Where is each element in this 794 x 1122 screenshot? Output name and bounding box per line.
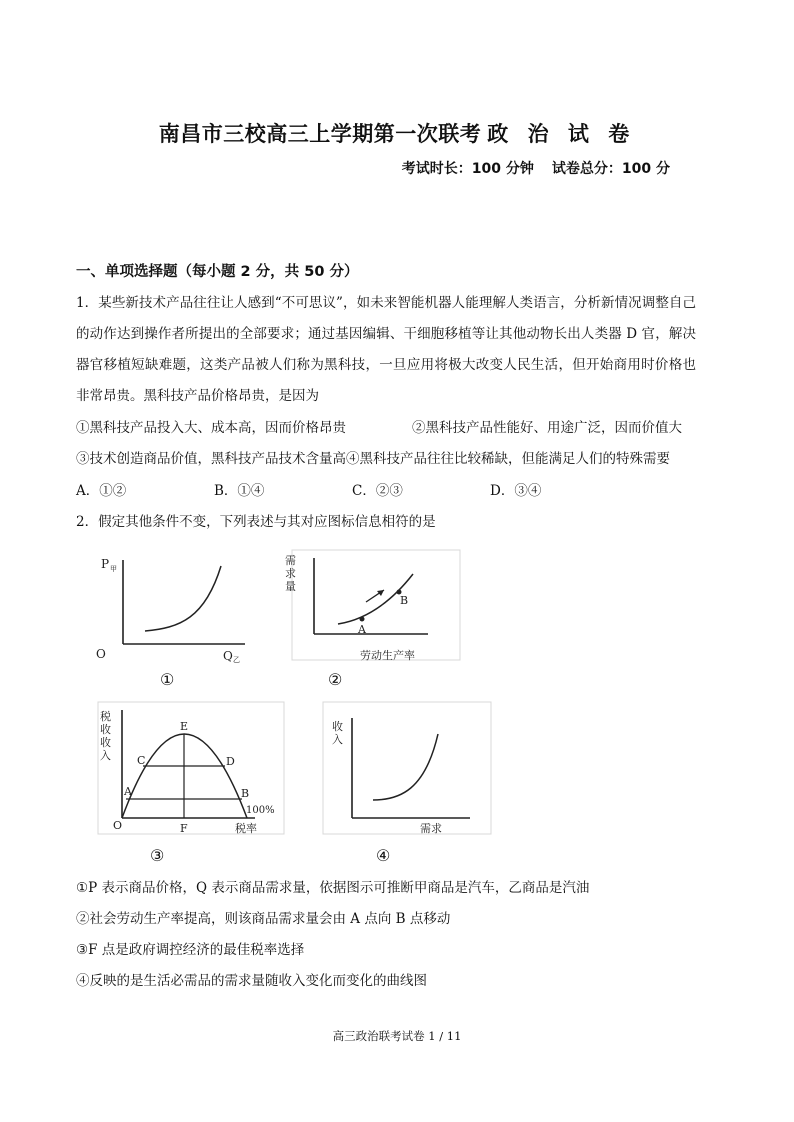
fig3-100-label: 100%	[246, 805, 275, 816]
fig3-e-label: E	[180, 720, 189, 733]
figure-3	[95, 700, 290, 844]
fig3-y-char-1: 税	[100, 710, 111, 723]
fig1-y-label: P	[101, 557, 110, 571]
choice-c: C．②③	[352, 483, 403, 499]
fig2-a-label: A	[358, 623, 366, 636]
fig1-x-label: Q	[223, 649, 233, 663]
fig3-x-label: 税率	[235, 822, 257, 835]
choice-b: B．①④	[214, 483, 265, 499]
figure-4	[320, 700, 500, 844]
exam-duration: 考试时长：100 分钟	[401, 161, 534, 177]
fig3-f-label: F	[180, 822, 188, 835]
fig3-d-label: D	[226, 755, 235, 768]
fig2-y-char-3: 量	[285, 580, 296, 593]
choice-d: D．③④	[490, 483, 542, 499]
q2-statement-2: ②社会劳动生产率提高，则该商品需求量会由 A 点向 B 点移动	[76, 911, 451, 927]
exam-info	[402, 158, 670, 178]
fig2-b-label: B	[400, 594, 409, 607]
q1-item-3: ③技术创造商品价值，黑科技产品技术含量高	[76, 451, 346, 467]
question-2-stem: 2．假定其他条件不变，下列表述与其对应图标信息相符的是	[76, 514, 436, 530]
fig3-b-label: B	[241, 787, 250, 800]
fig1-curve	[145, 566, 221, 631]
fig4-y-char-2: 入	[332, 733, 343, 746]
figure-1-label: ①	[160, 670, 175, 689]
question-1-items-row2	[76, 447, 670, 467]
q1-item-2: ②黑科技产品性能好、用途广泛，因而价值大	[412, 420, 682, 436]
q1-item-1: ①黑科技产品投入大、成本高，因而价格昂贵	[76, 420, 346, 436]
fig2-x-label: 劳动生产率	[360, 649, 415, 662]
fig3-y-char-3: 收	[100, 736, 111, 749]
fig2-y-char-2: 求	[285, 567, 296, 580]
fig2-point-a	[360, 617, 365, 622]
fig4-y-char-1: 收	[332, 720, 343, 733]
page-footer: 高三政治联考试卷 1 / 11	[332, 1029, 462, 1043]
title-subject: 政 治 试 卷	[487, 122, 636, 146]
choice-a: A．①②	[76, 483, 127, 499]
fig1-y-sub: 甲	[110, 565, 117, 573]
page-title	[0, 118, 794, 148]
q2-statement-3: ③F 点是政府调控经济的最佳税率选择	[76, 942, 305, 958]
section-heading: 一、单项选择题（每小题 2 分，共 50 分）	[76, 264, 359, 280]
fig1-origin: O	[96, 647, 106, 661]
figure-1	[95, 548, 265, 667]
figure-2	[278, 548, 468, 672]
question-1-items-row1	[76, 416, 682, 436]
fig3-origin: O	[113, 819, 123, 832]
q2-statement-1: ①P 表示商品价格，Q 表示商品需求量，依据图示可推断甲商品是汽车，乙商品是汽油	[76, 880, 590, 896]
fig3-c-label: C	[137, 754, 146, 767]
fig3-y-char-2: 收	[100, 723, 111, 736]
fig4-curve	[373, 734, 438, 800]
fig1-x-sub: 乙	[233, 656, 240, 663]
fig3-y-char-4: 入	[100, 749, 111, 762]
fig4-x-label: 需求	[420, 822, 442, 835]
title-main: 南昌市三校高三上学期第一次联考	[158, 122, 482, 146]
figure-2-label: ②	[328, 670, 343, 689]
figure-3-label: ③	[150, 846, 165, 865]
exam-total-score: 试卷总分：100 分	[551, 161, 670, 177]
fig3-a-label: A	[124, 785, 132, 798]
fig2-arrow	[377, 590, 384, 596]
q2-statement-4: ④反映的是生活必需品的需求量随收入变化而变化的曲线图	[76, 973, 427, 989]
figure-4-label: ④	[376, 846, 391, 865]
question-1-stem: 1．某些新技术产品往往让人感到“不可思议”，如未来智能机器人能理解人类语言，分析新情况调整自己的动作达到操作者所提出的全部要求；通过基因编辑、干细胞移植等让其他动物长出人类器 D 官，解决器官移植短缺难题，这类产品被人们称为黑科技，一旦应用将极大改变人民生活，但开始商用时价格也非常昂贵。黑科技产品价格昂贵，是因为	[76, 295, 696, 404]
fig2-y-char-1: 需	[285, 554, 296, 567]
q1-item-4: ④黑科技产品往往比较稀缺，但能满足人们的特殊需要	[346, 451, 670, 467]
